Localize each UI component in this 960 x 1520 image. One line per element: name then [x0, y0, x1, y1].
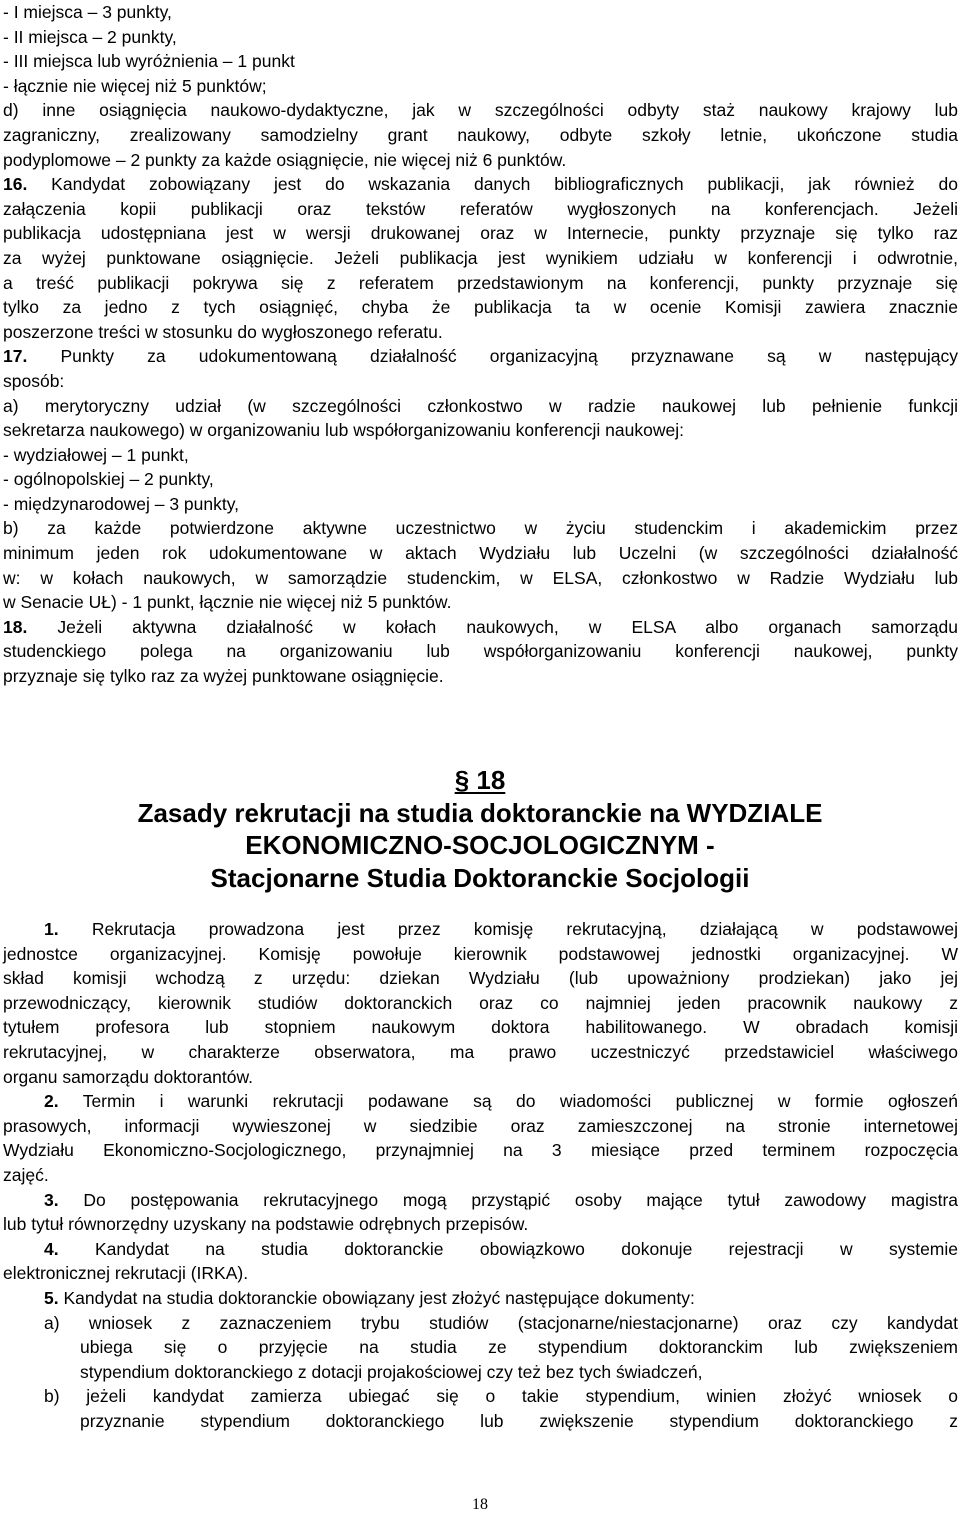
point-4-line: elektronicznej rekrutacji (IRKA). [3, 1263, 249, 1284]
paragraph-16-line: poszerzone treści w stosunku do wygłoszonego referatu. [3, 321, 443, 342]
text-line: podyplomowe – 2 punkty za każde osiągnięcie, nie więcej niż 6 punktów. [3, 149, 567, 170]
paragraph-17-line: - wydziałowej – 1 punkt, [3, 444, 189, 465]
point-1-line: organu samorządu doktorantów. [3, 1066, 254, 1087]
paragraph-17-line: - międzynarodowej – 3 punkty, [3, 493, 240, 514]
point-number: 1. [44, 919, 59, 939]
text-line: - III miejsca lub wyróżnienia – 1 punkt [3, 51, 295, 72]
page-number: 18 [472, 1496, 488, 1513]
paragraph-number: 18. [3, 616, 28, 637]
paragraph-16-line: a treść publikacji pokrywa się z referatem przedstawionym na konferencji, punkty przyznaje się [3, 272, 958, 293]
paragraph-18-line: studenckiego polega na organizowaniu lub współorganizowaniu konferencji naukowej, punkty [3, 641, 958, 662]
paragraph-17-line: sposób: [3, 370, 65, 391]
section-number: § 18 [454, 765, 506, 795]
point-1-line: jednostce organizacyjnej. Komisję powołuje kierownik podstawowej jednostki organizacyjnej. W [3, 943, 958, 964]
heading-line: Zasady rekrutacji na studia doktoranckie na WYDZIALE [137, 797, 823, 828]
text-line: d) inne osiągnięcia naukowo-dydaktyczne, jak w szczególności odbyty staż naukowy krajowy lub [3, 100, 958, 121]
list-item-a: stypendium doktoranckiego z dotacji projakościowej czy też bez tych świadczeń, [80, 1361, 703, 1382]
paragraph-16-line: publikacja udostępniana jest w wersji drukowanej oraz w Internecie, punkty przyznaje się tylko raz [3, 223, 958, 244]
text-line: zagraniczny, zrealizowany samodzielny grant naukowy, odbyte szkoły letnie, ukończone studia [3, 124, 958, 145]
paragraph-17-line: - ogólnopolskiej – 2 punkty, [3, 469, 214, 490]
section-heading [0, 764, 960, 894]
paragraph-16-line: za wyżej punktowane osiągnięcie. Jeżeli publikacja jest wynikiem udziału w konferencji i odwrotnie, [3, 247, 958, 268]
paragraph-17-line: sekretarza naukowego) w organizowaniu lub współorganizowaniu konferencji naukowej: [3, 420, 684, 441]
text-line: - łącznie nie więcej niż 5 punktów; [3, 75, 267, 96]
point-5-line: 5. Kandydat na studia doktoranckie obowiązany jest złożyć następujące dokumenty: [44, 1287, 695, 1308]
point-number: 3. [44, 1189, 59, 1210]
paragraph-17-line: 17. Punkty za udokumentowaną działalność organizacyjną przyznawane są w następujący [3, 346, 958, 367]
list-item-a: a) wniosek z zaznaczeniem trybu studiów (stacjonarne/niestacjonarne) oraz czy kandydat [44, 1312, 958, 1333]
point-number: 4. [44, 1238, 59, 1259]
paragraph-17-line: w Senacie UŁ) - 1 punkt, łącznie nie więcej niż 5 punktów. [3, 592, 452, 613]
paragraph-17-line: w: w kołach naukowych, w samorządzie studenckim, w ELSA, członkostwo w Radzie Wydziału lub [3, 567, 958, 588]
point-number: 5. [44, 1287, 59, 1308]
point-2-line: 2. Termin i warunki rekrutacji podawane są do wiadomości publicznej w formie ogłoszeń [44, 1091, 958, 1112]
point-4-line: 4. Kandydat na studia doktoranckie obowiązkowo dokonuje rejestracji w systemie [44, 1238, 958, 1259]
point-3-line: lub tytuł równorzędny uzyskany na podstawie odrębnych przepisów. [3, 1214, 529, 1235]
paragraph-16-line: załączenia kopii publikacji oraz tekstów referatów wygłoszonych na konferencjach. Jeżeli [3, 198, 958, 219]
text-line: - II miejsca – 2 punkty, [3, 26, 177, 47]
paragraph-17-line: b) za każde potwierdzone aktywne uczestnictwo w życiu studenckim i akademickim przez [3, 518, 958, 539]
point-1-line: rekrutacyjnej, w charakterze obserwatora, ma prawo uczestniczyć przedstawiciel właściwego [3, 1041, 958, 1062]
text-line: - I miejsca – 3 punkty, [3, 2, 172, 22]
list-item-a: ubiega się o przyjęcie na studia ze stypendium doktoranckim lub zwiększeniem [80, 1337, 958, 1358]
paragraph-18-line: przyznaje się tylko raz za wyżej punktowane osiągnięcie. [3, 666, 444, 687]
paragraph-17-line: minimum jeden rok udokumentowane w aktach Wydziału lub Uczelni (w szczególności działalność [3, 543, 958, 564]
paragraph-17-line: a) merytoryczny udział (w szczególności członkostwo w radzie naukowej lub pełnienie funkcji [3, 395, 958, 416]
heading-line: EKONOMICZNO-SOCJOLOGICZNYM - [245, 830, 715, 860]
point-2-line: zajęć. [3, 1164, 49, 1185]
list-item-b: b) jeżeli kandydat zamierza ubiegać się o takie stypendium, winien złożyć wniosek o [44, 1386, 958, 1407]
paragraph-16-line: tylko za jedno z tych osiągnięć, chyba że publikacja ta w ocenie Komisji zawiera znacznie [3, 297, 958, 318]
point-1-line: skład komisji wchodzą z urzędu: dziekan Wydziału (lub upoważniony prodziekan) jako jej [3, 968, 958, 989]
document-body [3, 0, 958, 689]
list-item-b: przyznanie stypendium doktoranckiego lub zwiększenie stypendium doktoranckiego z [80, 1410, 958, 1431]
point-number: 2. [44, 1091, 59, 1112]
point-1-line: przewodniczący, kierownik studiów doktoranckich oraz co najmniej jeden pracownik naukowy z [3, 992, 958, 1013]
paragraph-16-line: 16. Kandydat zobowiązany jest do wskazania danych bibliograficznych publikacji, jak również do [3, 174, 958, 195]
heading-line: Stacjonarne Studia Doktoranckie Socjologii [210, 862, 750, 893]
point-1-line: tytułem profesora lub stopniem naukowym doktora habilitowanego. W obradach komisji [3, 1017, 958, 1038]
point-2-line: Wydziału Ekonomiczno-Socjologicznego, przynajmniej na 3 miesiące przed terminem rozpoczęcia [3, 1140, 958, 1161]
paragraph-number: 17. [3, 346, 28, 367]
paragraph-number: 16. [3, 174, 28, 195]
point-1-line: 1. Rekrutacja prowadzona jest przez komisję rekrutacyjną, działającą w podstawowej [44, 919, 958, 939]
section-body [3, 917, 958, 1433]
paragraph-18-line: 18. Jeżeli aktywna działalność w kołach naukowych, w ELSA albo organach samorządu [3, 616, 958, 637]
point-3-line: 3. Do postępowania rekrutacyjnego mogą przystąpić osoby mające tytuł zawodowy magistra [44, 1189, 958, 1210]
point-2-line: prasowych, informacji wywieszonej w siedzibie oraz zamieszczonej na stronie internetowej [3, 1115, 958, 1136]
